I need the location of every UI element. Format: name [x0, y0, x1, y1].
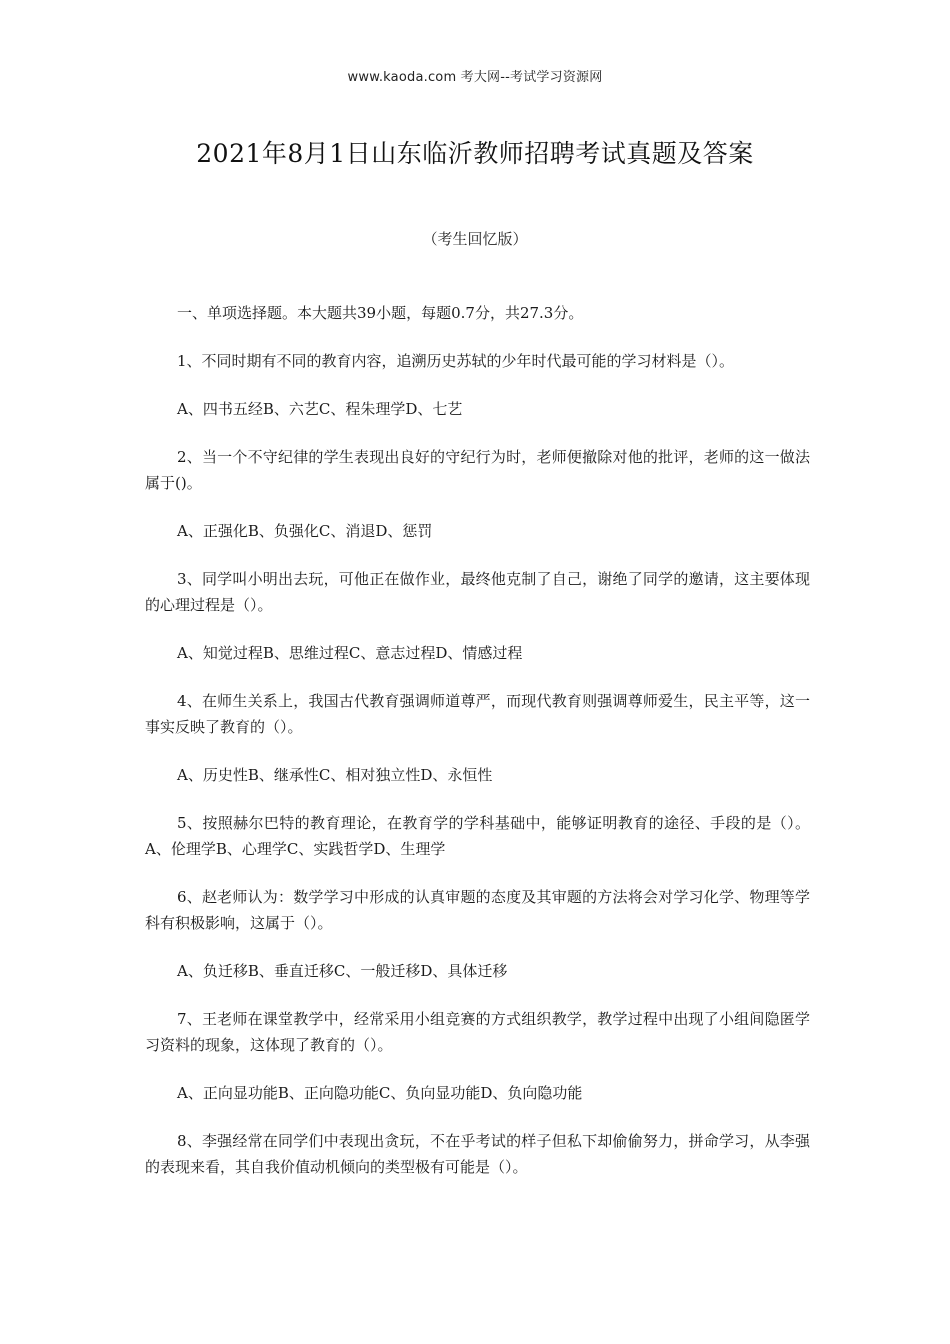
question-4: 4、在师生关系上，我国古代教育强调师道尊严，而现代教育则强调尊师爱生，民主平等，这一事实反映了教育的（）。	[145, 692, 810, 736]
question-7: 7、王老师在课堂教学中，经常采用小组竞赛的方式组织教学，教学过程中出现了小组间隐匿学习资料的现象，这体现了教育的（）。	[145, 1010, 810, 1054]
question-5: 5、按照赫尔巴特的教育理论，在教育学的学科基础中，能够证明教育的途径、手段的是（）。A、伦理学B、心理学C、实践哲学D、生理学	[145, 814, 810, 858]
question-2: 2、当一个不守纪律的学生表现出良好的守纪行为时，老师便撤除对他的批评，老师的这一做法属于()。	[145, 448, 810, 492]
question-4-options: A、历史性B、继承性C、相对独立性D、永恒性	[177, 766, 493, 784]
question-3-options: A、知觉过程B、思维过程C、意志过程D、情感过程	[177, 644, 523, 662]
document-body	[145, 300, 810, 1202]
page-subtitle: （考生回忆版）	[422, 230, 528, 248]
question-2-options: A、正强化B、负强化C、消退D、惩罚	[177, 522, 433, 540]
site-header: www.kaoda.com 考大网--考试学习资源网	[347, 70, 603, 85]
section-heading: 一、单项选择题。本大题共39小题，每题0.7分，共27.3分。	[177, 304, 584, 322]
page-title: 2021年8月1日山东临沂教师招聘考试真题及答案	[196, 139, 754, 168]
question-7-options: A、正向显功能B、正向隐功能C、负向显功能D、负向隐功能	[177, 1084, 583, 1102]
question-6: 6、赵老师认为：数学学习中形成的认真审题的态度及其审题的方法将会对学习化学、物理等学科有积极影响，这属于（）。	[145, 888, 810, 932]
question-8: 8、李强经常在同学们中表现出贪玩，不在乎考试的样子但私下却偷偷努力，拼命学习，从李强的表现来看，其自我价值动机倾向的类型极有可能是（）。	[145, 1132, 810, 1176]
question-6-options: A、负迁移B、垂直迁移C、一般迁移D、具体迁移	[177, 962, 508, 980]
question-1-options: A、四书五经B、六艺C、程朱理学D、七艺	[177, 400, 463, 418]
question-3: 3、同学叫小明出去玩，可他正在做作业，最终他克制了自己，谢绝了同学的邀请，这主要体现的心理过程是（）。	[145, 570, 810, 614]
question-1: 1、不同时期有不同的教育内容，追溯历史苏轼的少年时代最可能的学习材料是（）。	[177, 352, 735, 370]
